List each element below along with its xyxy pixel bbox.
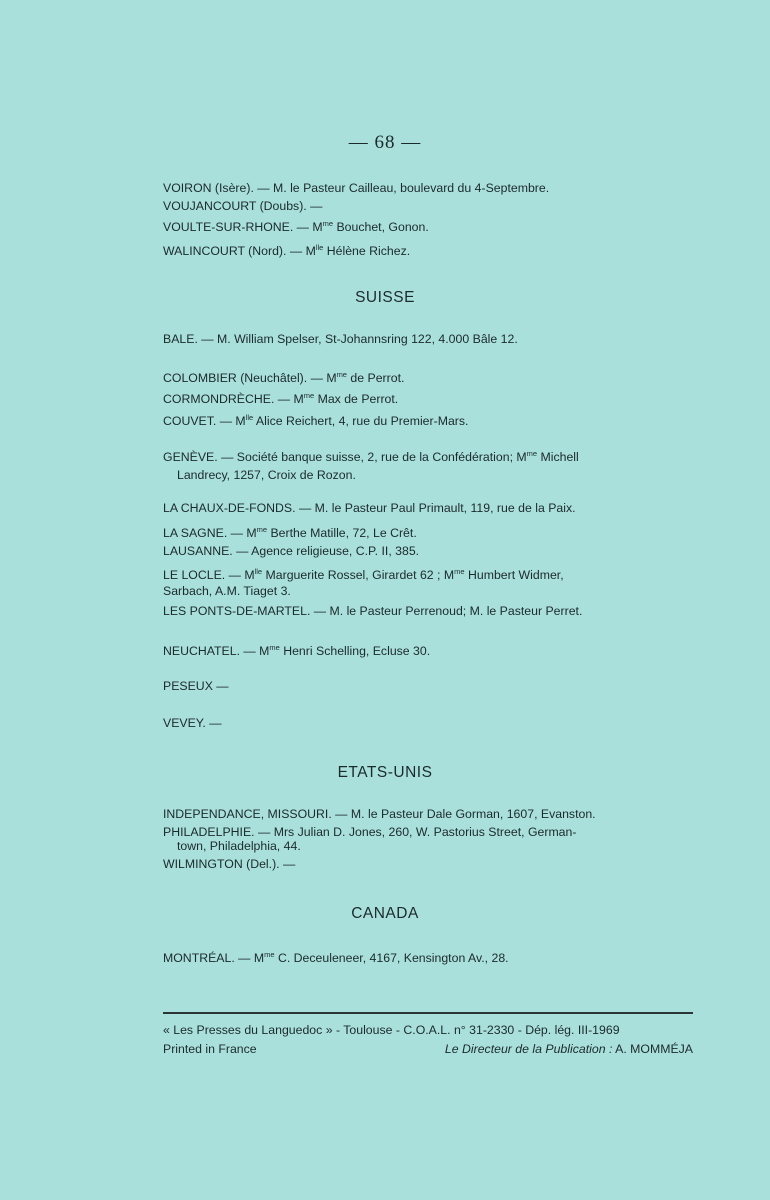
superscript: lle [315,243,324,252]
entry-voulte [163,216,693,235]
entry-montreal [163,947,693,966]
entry-geneve [163,446,693,483]
entry-vevey: VEVEY. — [163,716,222,730]
entry-text: Alice Reichert, 4, rue du Premier-Mars. [253,414,469,428]
entry-neuchatel [163,640,693,659]
entry-le-locle-continuation: Sarbach, A.M. Tiaget 3. [163,584,291,598]
entry-bale: BALE. — M. William Spelser, St-Johannsring 122, 4.000 Bâle 12. [163,332,518,346]
superscript: me [322,219,334,228]
entry-philadelphie-continuation: town, Philadelphia, 44. [177,839,301,853]
entry-les-ponts: LES PONTS-DE-MARTEL. — M. le Pasteur Perrenoud; M. le Pasteur Perret. [163,604,583,618]
entry-text: Hélène Richez. [323,244,411,258]
superscript: lle [245,413,254,422]
entry-text: Humbert Widmer, [464,568,564,582]
superscript: me [454,567,465,576]
superscript: me [336,370,347,379]
superscript: me [269,643,280,652]
entry-la-sagne [163,522,693,541]
entry-text: LA SAGNE. — M [163,526,257,540]
entry-text: COLOMBIER (Neuchâtel). — M [163,371,337,385]
footer-imprint: « Les Presses du Languedoc » - Toulouse - C.O.A.L. n° 31-2330 - Dép. lég. III-1969 [163,1023,620,1037]
entry-voiron: VOIRON (Isère). — M. le Pasteur Cailleau, boulevard du 4-Septembre. [163,181,550,195]
entry-philadelphie: PHILADELPHIE. — Mrs Julian D. Jones, 260, W. Pastorius Street, German- [163,825,577,839]
superscript: lle [254,567,263,576]
entry-text: Marguerite Rossel, Girardet 62 ; M [262,568,455,582]
entry-text: WALINCOURT (Nord). — M [163,244,316,258]
director-label: Le Directeur de la Publication : [444,1042,613,1056]
entry-text: C. Deceuleneer, 4167, Kensington Av., 28. [274,951,509,965]
entry-independance: INDEPENDANCE, MISSOURI. — M. le Pasteur Dale Gorman, 1607, Evanston. [163,807,596,821]
entry-text: COUVET. — M [163,414,246,428]
heading-suisse: SUISSE [355,289,415,306]
entry-text: CORMONDRÈCHE. — M [163,392,304,406]
superscript: me [256,525,268,534]
entry-voujancourt: VOUJANCOURT (Doubs). — [163,199,323,213]
footer-director [445,1041,693,1057]
heading-canada: CANADA [351,905,419,922]
page-number: — 68 — [348,132,422,153]
superscript: me [526,449,538,458]
superscript: me [264,950,275,959]
entry-walincourt [163,240,693,259]
entry-text: VOULTE-SUR-RHONE. — M [163,220,323,234]
superscript: me [303,391,315,400]
footer-second-line [163,1041,693,1057]
entry-le-locle [163,564,693,583]
entry-text: MONTRÉAL. — M [163,951,265,965]
footer-printed: Printed in France [163,1042,257,1056]
heading-etats-unis: ETATS-UNIS [337,764,433,781]
entry-text: Bouchet, Gonon. [333,220,429,234]
footer-rule [163,1012,693,1014]
entry-cormondreche [163,388,693,407]
entry-text: NEUCHATEL. — M [163,644,270,658]
entry-text: Henri Schelling, Ecluse 30. [279,644,431,658]
entry-lausanne: LAUSANNE. — Agence religieuse, C.P. II, 385. [163,544,420,558]
director-name: A. MOMMÉJA [612,1042,693,1056]
entry-wilmington: WILMINGTON (Del.). — [163,857,296,871]
entry-couvet [163,410,693,429]
entry-text: de Perrot. [346,371,405,385]
entry-continuation: Landrecy, 1257, Croix de Rozon. [177,468,356,482]
entry-text: GENÈVE. — Société banque suisse, 2, rue de la Confédération; M [163,450,527,464]
entry-chaux-de-fonds: LA CHAUX-DE-FONDS. — M. le Pasteur Paul Primault, 119, rue de la Paix. [163,501,576,515]
entry-text: Michell [537,450,579,464]
entry-text: Max de Perrot. [314,392,399,406]
entry-text: LE LOCLE. — M [163,568,255,582]
entry-peseux: PESEUX — [163,679,229,693]
entry-colombier [163,367,693,386]
entry-text: Berthe Matille, 72, Le Crêt. [267,526,417,540]
